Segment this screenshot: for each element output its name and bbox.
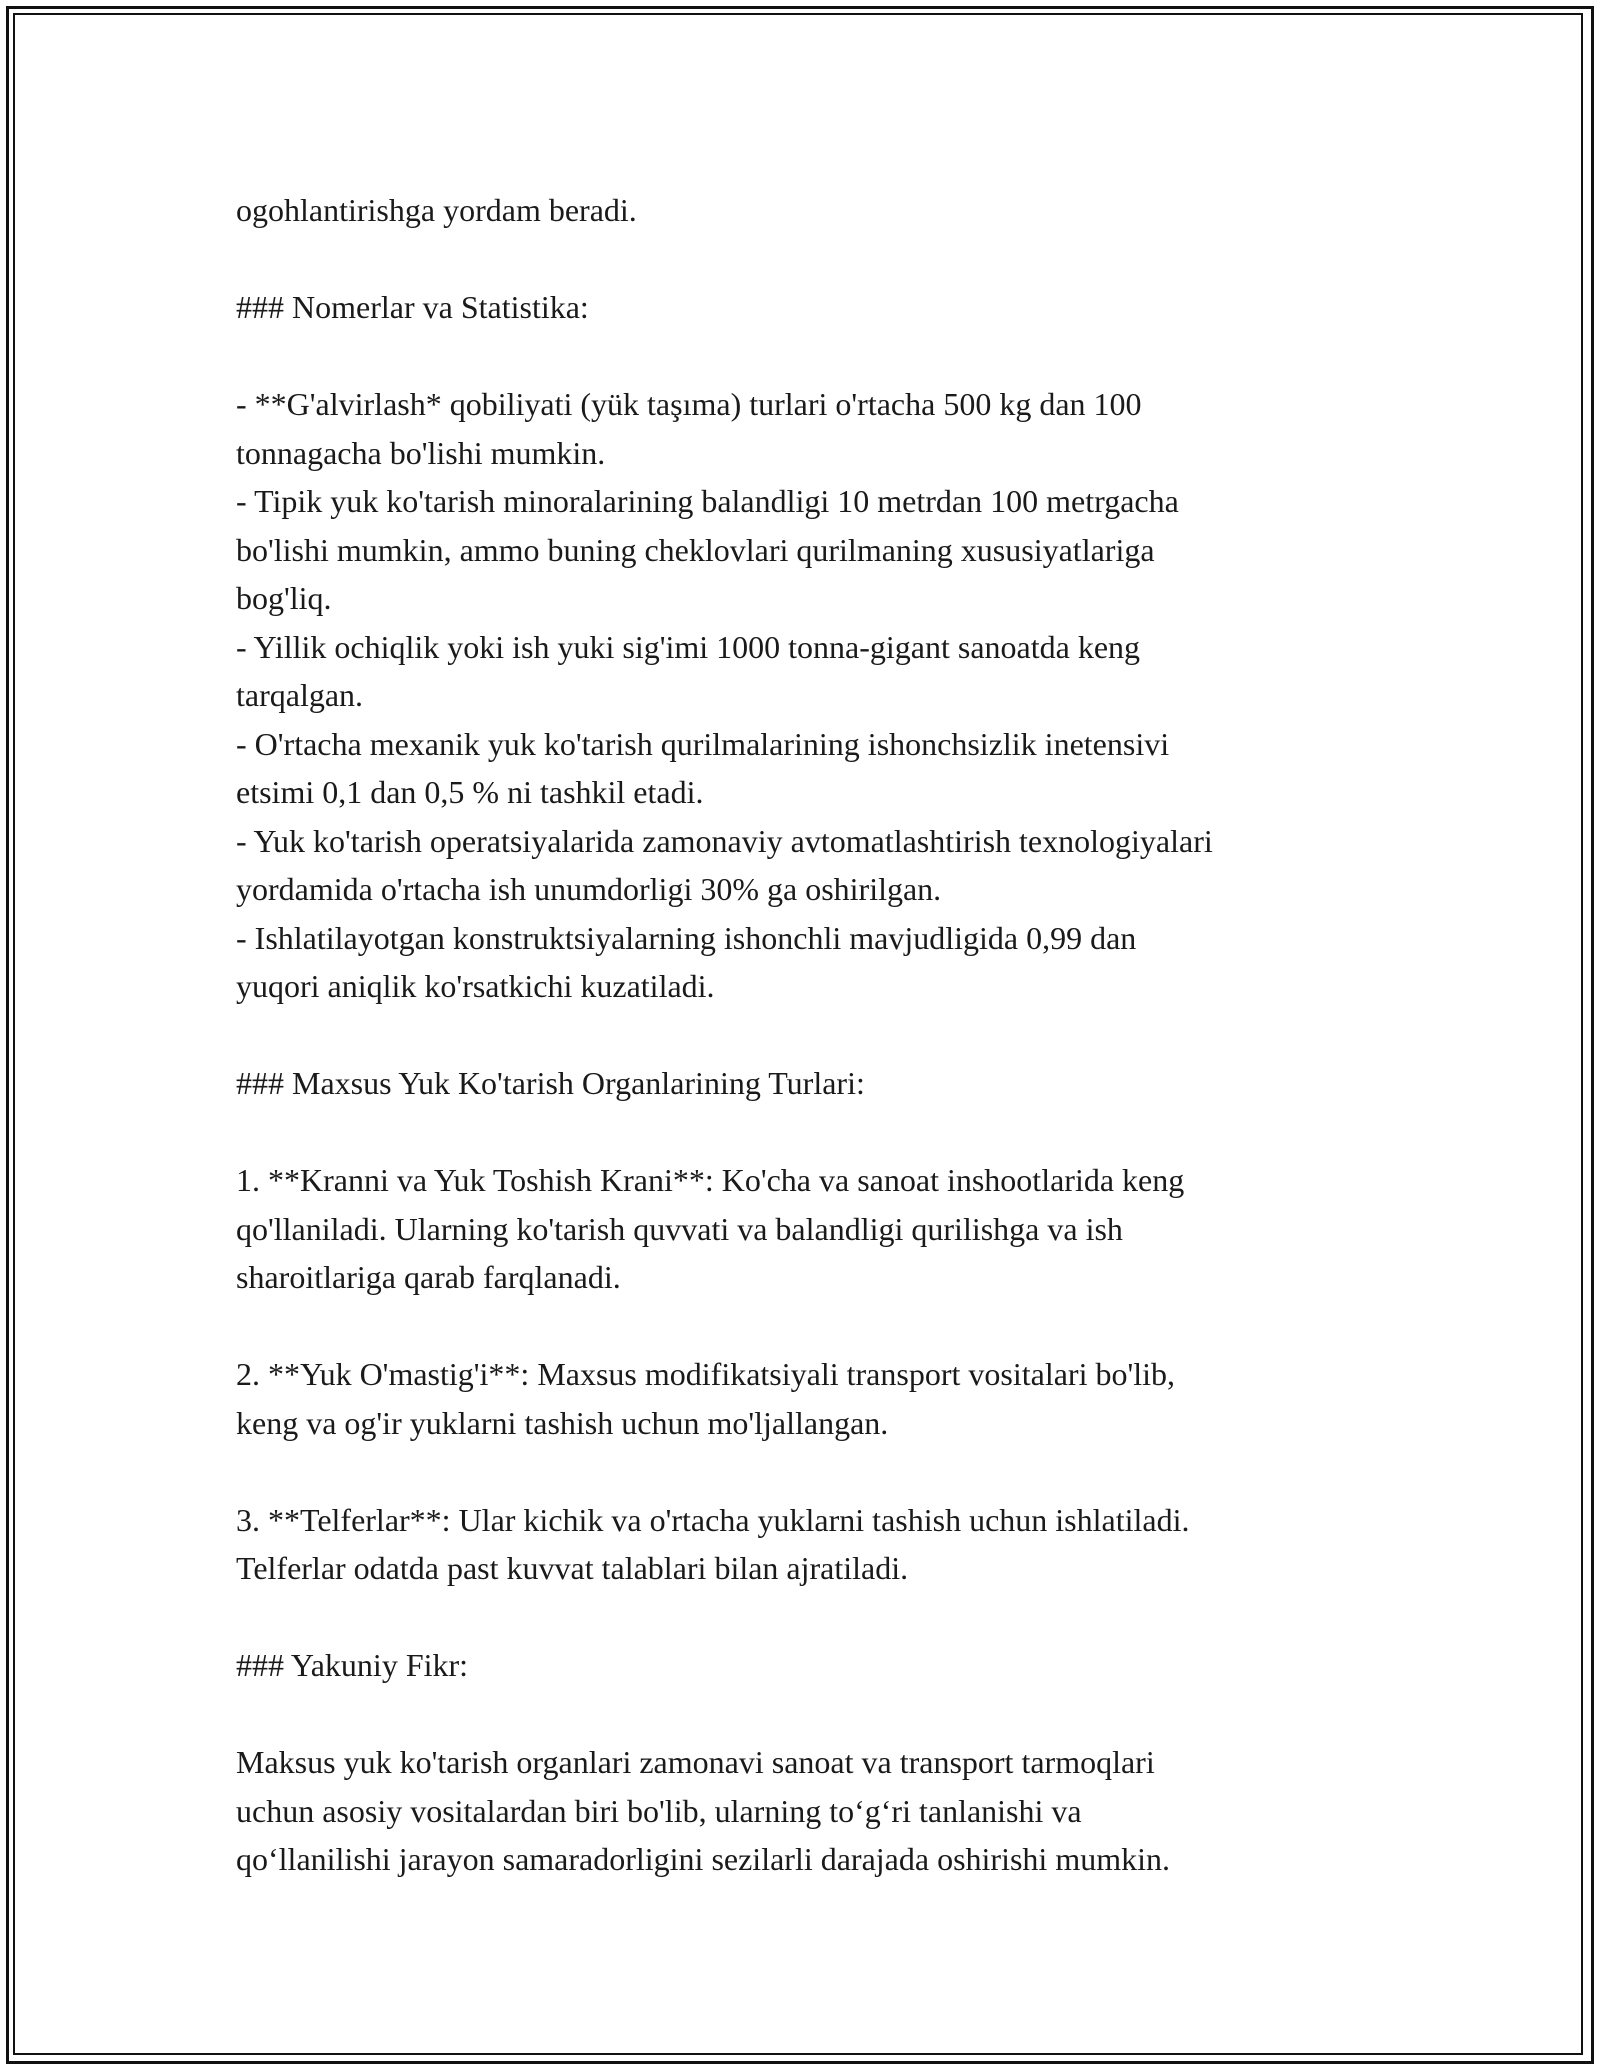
types-item-text-line: 2. **Yuk O'mastig'i**: Maxsus modifikatsiyali transport vositalari bo'lib, [236,1356,1175,1392]
types-item-text-line: Telferlar odatda past kuvvat talablari bilan ajratiladi. [236,1550,909,1586]
statistics-text-line: - Yuk ko'tarish operatsiyalarida zamonaviy avtomatlashtirish texnologiyalari [236,822,1213,859]
paragraph-spacer [236,332,1416,381]
statistics-text-line: - Ishlatilayotgan konstruktsiyalarning ishonchli mavjudligida 0,99 dan [236,919,1137,956]
statistics-text-line: yuqori aniqlik ko'rsatkichi kuzatiladi. [236,968,715,1004]
types-list-item [236,1156,1416,1302]
statistics-text-line: - Yillik ochiqlik yoki ish yuki sig'imi 1000 tonna-gigant sanoatda keng [236,628,1141,665]
paragraph-spacer [236,235,1416,284]
paragraph-spacer [236,1593,1416,1642]
types-list-item [236,1496,1416,1593]
statistics-text-line: tonnagacha bo'lishi mumkin. [236,434,606,471]
conclusion-text-line: Maksus yuk ko'tarish organlari zamonavi sanoat va transport tarmoqlari [236,1744,1155,1780]
statistics-list [236,380,1416,1011]
section-heading-conclusion: ### Yakuniy Fikr: [236,1647,469,1683]
types-list-item [236,1350,1416,1447]
section-heading-types: ### Maxsus Yuk Ko'tarish Organlarining Turlari: [236,1065,865,1101]
section-heading-statistics: ### Nomerlar va Statistika: [236,289,589,325]
paragraph-spacer [236,1011,1416,1060]
types-item-text-line: 1. **Kranni va Yuk Toshish Krani**: Ko'cha va sanoat inshootlarida keng [236,1162,1185,1198]
types-item-text-line: 3. **Telferlar**: Ular kichik va o'rtacha yuklarni tashish uchun ishlatiladi. [236,1501,1190,1538]
paragraph-spacer [236,1447,1416,1496]
statistics-text-line: - **G'alvirlash* qobiliyati (yük taşıma) turlari o'rtacha 500 kg dan 100 [236,386,1142,422]
statistics-text-line: - Tipik yuk ko'tarish minoralarining balandligi 10 metrdan 100 metrgacha [236,483,1179,519]
statistics-text-line: etsimi 0,1 dan 0,5 % ni tashkil etadi. [236,774,704,810]
statistics-text-line: yordamida o'rtacha ish unumdorligi 30% ga oshirilgan. [236,871,942,907]
types-item-text-line: sharoitlariga qarab farqlanadi. [236,1259,621,1295]
paragraph-spacer [236,1108,1416,1157]
types-item-text-line: qo'llaniladi. Ularning ko'tarish quvvati va balandligi qurilishga va ish [236,1210,1123,1247]
paragraph-spacer [236,1690,1416,1739]
statistics-text-line: tarqalgan. [236,677,364,713]
conclusion-paragraph [236,1738,1416,1884]
conclusion-text-line: qo‘llanilishi jarayon samaradorligini sezilarli darajada oshirishi mumkin. [236,1841,1170,1877]
statistics-text-line: bo'lishi mumkin, ammo buning cheklovlari qurilmaning xususiyatlariga [236,531,1155,568]
statistics-text-line: bog'liq. [236,580,332,616]
intro-text-line: ogohlantirishga yordam beradi. [236,192,637,228]
statistics-text-line: - O'rtacha mexanik yuk ko'tarish qurilmalarining ishonchsizlik inetensivi [236,725,1170,762]
types-item-text-line: keng va og'ir yuklarni tashish uchun mo'ljallangan. [236,1404,889,1441]
document-body [236,186,1416,1884]
paragraph-spacer [236,1302,1416,1351]
conclusion-text-line: uchun asosiy vositalardan biri bo'lib, ularning to‘g‘ri tanlanishi va [236,1792,1082,1829]
